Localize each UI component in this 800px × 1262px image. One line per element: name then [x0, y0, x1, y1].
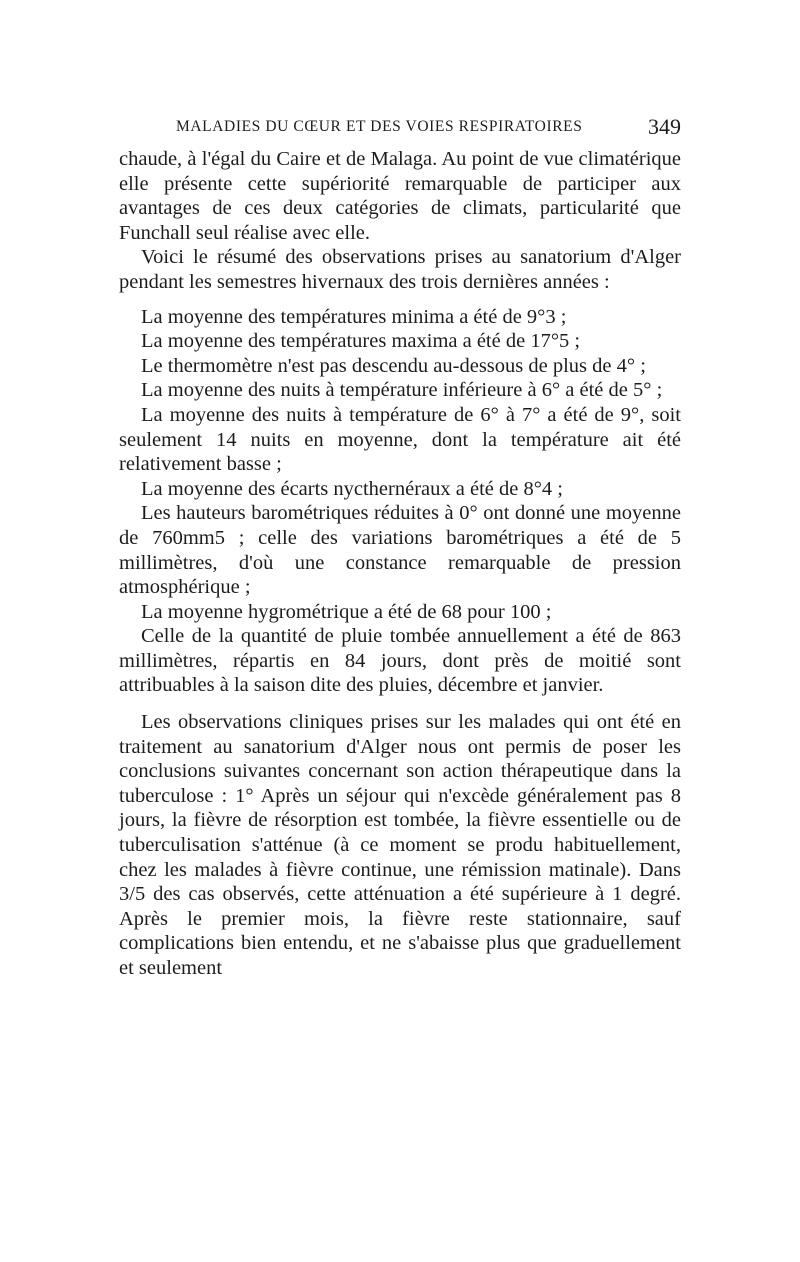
- body-text: [119, 147, 681, 981]
- paragraph-daily-range: La moyenne des écarts nycthernéraux a été de 8°4 ;: [141, 477, 563, 500]
- running-title: MALADIES DU CŒUR ET DES VOIES RESPIRATOIRES: [176, 118, 583, 135]
- page-number: 349: [648, 114, 681, 139]
- paragraph-max-temperature: La moyenne des températures maxima a été de 17°5 ;: [141, 330, 581, 353]
- paragraph-min-temperature: La moyenne des températures minima a été de 9°3 ;: [141, 305, 567, 328]
- paragraph-rainfall: Celle de la quantité de pluie tombée annuellement a été de 863 millimètres, répartis en 84 jours, dont près de moitié sont attribuables à la saison dite des pluies, décembre et janvier.: [119, 625, 681, 697]
- paragraph-barometric: Les hauteurs barométriques réduites à 0° ont donné une moyenne de 760mm5 ; celle des variations barométriques a été de 5 millimètres, d'où une constance remarquable de pression atmosphérique ;: [119, 502, 681, 599]
- paragraph-nights-below-6: La moyenne des nuits à température inférieure à 6° a été de 5° ;: [141, 379, 663, 402]
- paragraph-nights-6-to-7: La moyenne des nuits à température de 6° à 7° a été de 9°, soit seulement 14 nuits en moyenne, dont la température ait été relativement basse ;: [119, 403, 681, 476]
- paragraph-observations-intro: Voici le résumé des observations prises au sanatorium d'Alger pendant les semestres hivernaux des trois dernières années :: [119, 246, 681, 293]
- paragraph-climate-continuation: chaude, à l'égal du Caire et de Malaga. Au point de vue climatérique elle présente cette supériorité remarquable de participer aux avantages de ces deux catégories de climats, particularité que Funchall seul réalise avec elle.: [119, 148, 681, 244]
- paragraph-hygrometric: La moyenne hygrométrique a été de 68 pour 100 ;: [141, 600, 552, 623]
- running-head: [176, 114, 681, 144]
- paragraph-clinical-observations: Les observations cliniques prises sur les malades qui ont été en traitement au sanatorium d'Alger nous ont permis de poser les conclusions suivantes concernant son action thérapeutique dans la tuberculose : 1° Après un séjour qui n'excède généralement pas 8 jours, la fièvre de résorption est tombée, la fièvre essentielle ou de tuberculisation s'atténue (à ce moment se produ habituellement, chez les malades à fièvre continue, une rémission matinale). Dans 3/5 des cas observés, cette atténuation a été supérieure à 1 degré. Après le premier mois, la fièvre reste stationnaire, sauf complications bien entendu, et ne s'abaisse plus que graduellement et seulement: [119, 711, 681, 979]
- paragraph-thermometer-low: Le thermomètre n'est pas descendu au-dessous de plus de 4° ;: [141, 354, 646, 377]
